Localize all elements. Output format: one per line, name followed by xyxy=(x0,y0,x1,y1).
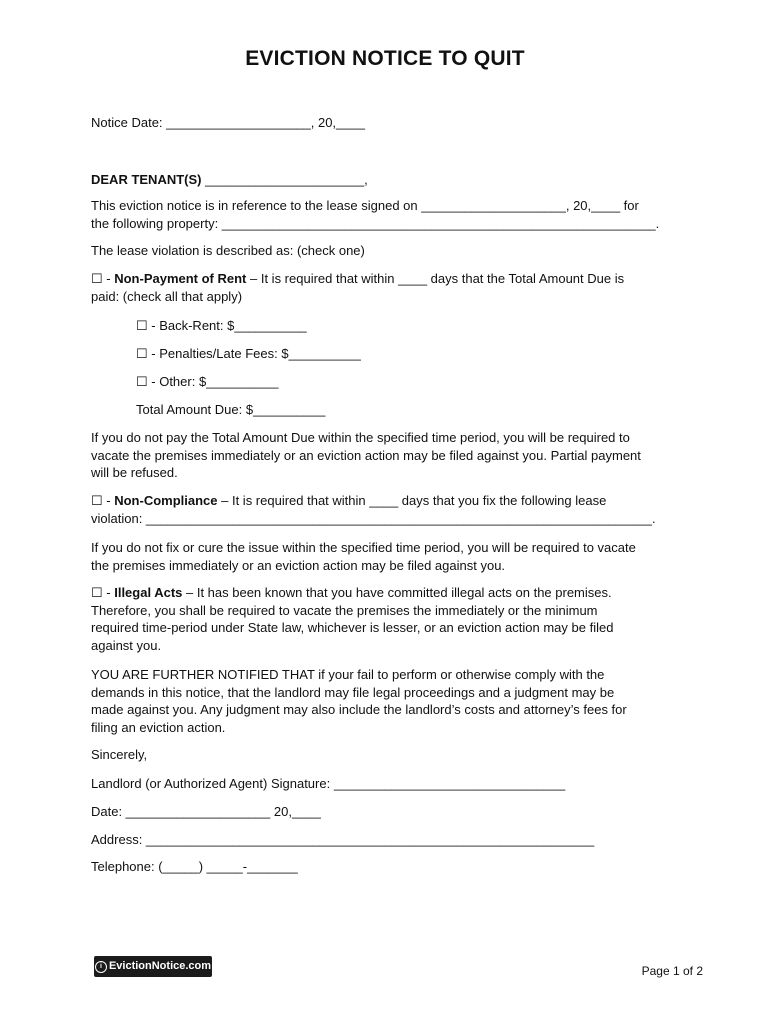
non-compliance-section xyxy=(91,492,691,527)
violation-intro: The lease violation is described as: (check one) xyxy=(91,243,365,258)
non-compliance-line-2: violation: ______________________________________________________________________. xyxy=(91,510,656,526)
closing: Sincerely, xyxy=(91,747,148,762)
non-payment-section xyxy=(91,270,691,305)
further-notice-paragraph xyxy=(91,666,691,736)
illegal-acts-checkbox-icon: ☐ - xyxy=(91,585,115,600)
total-amount-due: Total Amount Due: $__________ xyxy=(136,402,326,417)
page-number: Page 1 of 2 xyxy=(641,964,703,978)
notice-date-line: Notice Date: ____________________, 20,____ xyxy=(91,115,365,130)
illegal-acts-section xyxy=(91,584,691,654)
payment-warning-line-2: vacate the premises immediately or an eviction action may be filed against you. Partial payment xyxy=(91,447,641,463)
dear-tenant-line xyxy=(91,171,691,189)
illegal-acts-line-2: Therefore, you shall be required to vacate the premises the immediately or the minimum xyxy=(91,602,598,618)
further-notice-line-1: YOU ARE FURTHER NOTIFIED THAT if your fail to perform or otherwise comply with the xyxy=(91,667,605,682)
lease-reference-paragraph xyxy=(91,197,691,232)
further-notice-line-3: made against you. Any judgment may also include the landlord’s costs and attorney’s fees for xyxy=(91,702,627,717)
dear-tenant-label: DEAR TENANT(S) xyxy=(91,172,202,187)
logo-text: EvictionNotice.com xyxy=(108,960,212,972)
eviction-notice-logo xyxy=(94,956,212,977)
logo-mark-icon: i xyxy=(95,961,107,973)
signature-line: Landlord (or Authorized Agent) Signature: ________________________________ xyxy=(91,776,566,791)
payment-warning-paragraph xyxy=(91,429,691,482)
payment-warning-line-1: If you do not pay the Total Amount Due within the specified time period, you will be required to xyxy=(91,430,630,445)
compliance-warning-paragraph xyxy=(91,539,691,574)
compliance-warning-line-2: the premises immediately or an eviction action may be filed against you. xyxy=(91,557,506,573)
dear-tenant-blank: ______________________, xyxy=(201,172,368,187)
document-title: EVICTION NOTICE TO QUIT xyxy=(245,47,525,70)
illegal-acts-line-4: against you. xyxy=(91,637,162,653)
penalties-item: ☐ - Penalties/Late Fees: $__________ xyxy=(136,346,361,361)
payment-warning-line-3: will be refused. xyxy=(91,465,178,480)
further-notice-line-2: demands in this notice, that the landlord may file legal proceedings and a judgment may be xyxy=(91,684,615,700)
compliance-warning-line-1: If you do not fix or cure the issue within the specified time period, you will be required to vacate xyxy=(91,540,636,555)
non-payment-checkbox-icon: ☐ - xyxy=(91,271,115,286)
non-payment-line-2: paid: (check all that apply) xyxy=(91,288,243,304)
non-compliance-line-1: – It is required that within ____ days that you fix the following lease xyxy=(217,493,607,508)
illegal-acts-line-3: required time-period under State law, whichever is lesser, or an eviction action may be filed xyxy=(91,620,614,635)
lease-reference-line-1: This eviction notice is in reference to the lease signed on ____________________, 20,____ for xyxy=(91,198,639,213)
back-rent-item: ☐ - Back-Rent: $__________ xyxy=(136,318,307,333)
address-line: Address: ______________________________________________________________ xyxy=(91,832,595,847)
non-payment-line-1: – It is required that within ____ days that the Total Amount Due is xyxy=(246,271,625,286)
non-compliance-label: Non-Compliance xyxy=(114,493,218,508)
non-payment-label: Non-Payment of Rent xyxy=(114,271,247,286)
illegal-acts-label: Illegal Acts xyxy=(114,585,183,600)
lease-reference-line-2: the following property: ____________________________________________________________. xyxy=(91,215,660,231)
illegal-acts-line-1: – It has been known that you have committed illegal acts on the premises. xyxy=(182,585,612,600)
non-compliance-checkbox-icon: ☐ - xyxy=(91,493,115,508)
telephone-line: Telephone: (_____) _____-_______ xyxy=(91,859,298,874)
date-line: Date: ____________________ 20,____ xyxy=(91,804,321,819)
further-notice-line-4: filing an eviction action. xyxy=(91,719,226,735)
other-item: ☐ - Other: $__________ xyxy=(136,374,279,389)
